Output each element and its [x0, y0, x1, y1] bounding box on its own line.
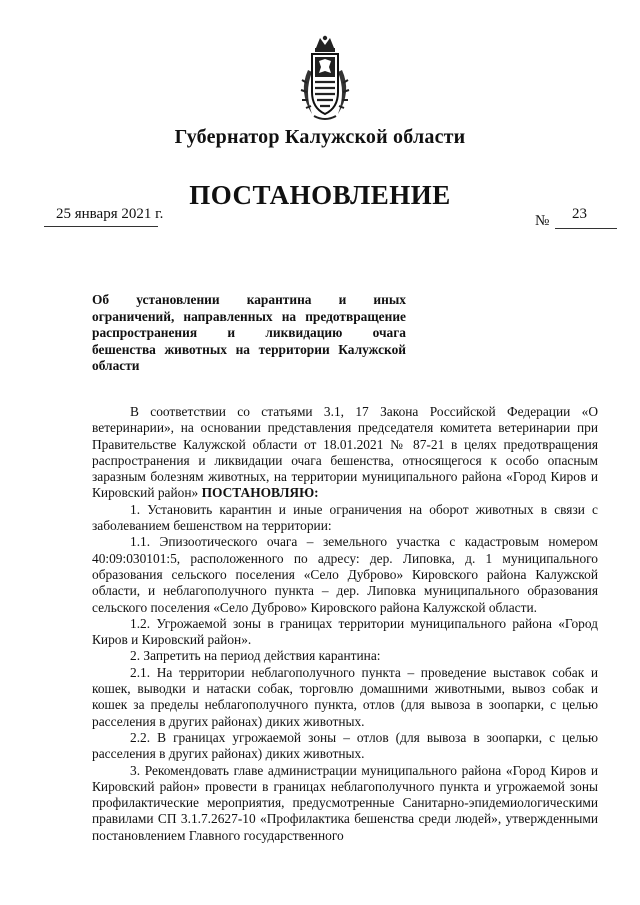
title-line: Об установлении карантина и иных	[92, 292, 406, 307]
clause-2-2: 2.2. В границах угрожаемой зоны – отлов (для вывоза в зоопарки, с целью расселения в других районах) диких животных.	[92, 729, 598, 762]
authority-title: Губернатор Калужской области	[174, 126, 466, 148]
clause-3: 3. Рекомендовать главе администрации муниципального района «Город Киров и Кировский район» провести в границах неблагополучного пункта и угрожаемой зоны профилактические мероприятия, предусмотренные Санитарно-эпидемиологическими правилами СП 3.1.7.2627-10 «Профилактика бешенства среди людей», утвержденными постановлением Главного государственного	[92, 762, 598, 843]
clause-2-1: 2.1. На территории неблагополучного пункта – проведение выставок собак и кошек, выводки и натаски собак, торговлю домашними животными, вывоз собак и кошек за пределы неблагополучного пункта, отлов (для вывоза в зоопарки, с целью расселения в других районах) диких животных.	[92, 664, 598, 729]
clause-2: 2. Запретить на период действия карантина:	[130, 648, 381, 664]
clause-1: 1. Установить карантин и иные ограничения на оборот животных в связи с заболеванием бешенством на территории:	[92, 501, 598, 534]
document-number: 23	[572, 206, 587, 222]
preamble-paragraph	[92, 404, 598, 502]
document-title	[92, 292, 406, 375]
document-body	[92, 404, 598, 844]
resolution-keyword: ПОСТАНОВЛЯЮ:	[201, 485, 319, 501]
date-underline	[44, 226, 158, 227]
preamble-text: В соответствии со статьями 3.1, 17 Закона Российской Федерации «О ветеринарии», на основании представления председателя комитета ветеринарии при Правительстве Калужской области от 18.01.2021 № 87-21 в целях предотвращения распространения и ликвидации очага бешенства, относящегося к особо опасным заразным болезням животных, на территории муниципального района «Город Киров и Кировский район»	[92, 404, 598, 501]
number-sign: №	[535, 213, 550, 229]
kaluga-coat-of-arms-icon	[294, 34, 356, 124]
title-line: ограничений, направленных на предотвращение	[92, 308, 406, 324]
document-date: 25 января 2021 г.	[56, 206, 164, 222]
clause-1-1: 1.1. Эпизоотического очага – земельного участка с кадастровым номером 40:09:030101:5, расположенного по адресу: дер. Липовка, д. 1 муниципального образования сельского поселения «Село Дуброво» Кировского района Калужской области, и неблагополучного пункта – дер. Липовка муниципального образования сельского поселения «Село Дуброво» Кировского района Калужской области.	[92, 534, 598, 615]
title-line: бешенства животных на территории Калужской	[92, 341, 406, 357]
clause-1-2: 1.2. Угрожаемой зоны в границах территории муниципального района «Город Киров и Кировский район».	[92, 615, 598, 648]
document-type-heading: ПОСТАНОВЛЕНИЕ	[189, 180, 451, 210]
title-line: области	[92, 358, 140, 374]
title-line: распространения и ликвидацию очага	[92, 325, 406, 341]
number-underline	[555, 228, 617, 229]
